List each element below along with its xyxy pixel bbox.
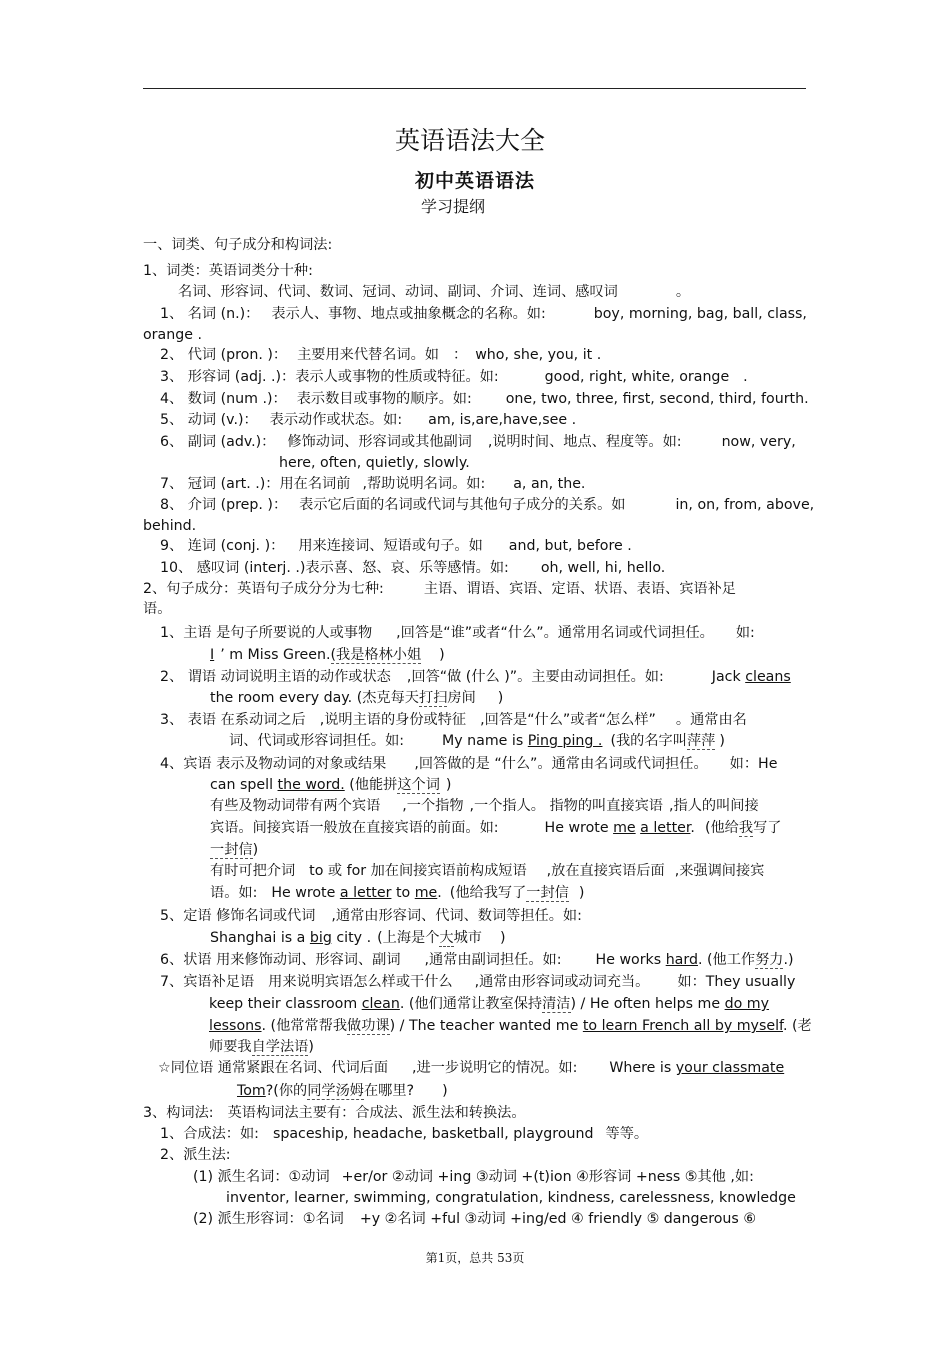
derived-nouns: (1) 派生名词：①动词 +er/or ②动词 +ing ③动词 +(t)ion ④形容词 +ness ⑤其他 ,如: bbox=[193, 1169, 754, 1185]
pos-preposition-cont: behind. bbox=[143, 518, 197, 534]
pos-conjunction: 9、 连词 (conj. )： 用来连接词、短语或句子。如 and, but, before . bbox=[160, 538, 632, 554]
element-object-note-cont: 宾语。间接宾语一般放在直接宾语的前面。如: He wrote me a letter. (他给我写了 bbox=[210, 820, 782, 836]
derived-nouns-examples: inventor, learner, swimming, congratulation, kindness, carelessness, knowledge bbox=[226, 1190, 796, 1206]
pos-preposition: 8、 介词 (prep. )： 表示它后面的名词或代词与其他句子成分的关系。如 in, on, from, above, bbox=[160, 497, 815, 513]
pos-interjection: 10、 感叹词 (interj. .)表示喜、怒、哀、乐等感情。如: oh, well, hi, hello. bbox=[160, 560, 666, 576]
element-object-example: can spell the word. (他能拼这个词 ) bbox=[210, 777, 452, 793]
pos-noun-cont: orange . bbox=[143, 327, 202, 343]
sentence-elements-heading-cont: 语。 bbox=[143, 601, 172, 617]
pos-adverb-cont: here, often, quietly, slowly. bbox=[279, 455, 470, 471]
element-object-note: 有些及物动词带有两个宾语 ,一个指物 ,一个指人。 指物的叫直接宾语 ,指人的叫间接 bbox=[210, 798, 759, 814]
element-object-complement-example-cont: lessons. (他常常帮我做功课) / The teacher wanted me to learn French all by myself. (老 bbox=[209, 1018, 812, 1034]
page-title: 英语语法大全 bbox=[394, 126, 545, 155]
element-attribute: 5、定语 修饰名词或代词 ,通常由形容词、代词、数词等担任。如: bbox=[160, 908, 582, 924]
pos-adverb: 6、 副词 (adv.)： 修饰动词、形容词或其他副词 ,说明时间、地点、程度等。如: now, very, bbox=[160, 434, 796, 450]
pos-noun: 1、 名词 (n.)： 表示人、事物、地点或抽象概念的名称。如: boy, morning, bag, ball, class, bbox=[160, 306, 807, 322]
word-formation-derivation: 2、派生法: bbox=[160, 1147, 231, 1163]
pos-adjective: 3、 形容词 (adj. .)：表示人或事物的性质或特征。如: good, right, white, orange . bbox=[160, 369, 748, 385]
element-object-note2: 有时可把介词 to 或 for 加在间接宾语前构成短语 ,放在直接宾语后面 ,来强调间接宾 bbox=[210, 863, 765, 879]
header-rule bbox=[143, 88, 806, 89]
pos-verb: 5、 动词 (v.)： 表示动作或状态。如: am, is,are,have,see . bbox=[160, 412, 577, 428]
word-class-heading: 1、词类：英语词类分十种: bbox=[143, 263, 313, 279]
element-subject-example: I ’ m Miss Green.(我是格林小姐 ) bbox=[210, 647, 445, 663]
element-object-example2: 语。如: He wrote a letter to me. (他给我写了一封信 ) bbox=[210, 885, 585, 901]
page-subtitle: 初中英语语法 bbox=[414, 170, 535, 192]
sentence-elements-heading: 2、句子成分：英语句子成分分为七种: 主语、谓语、宾语、定语、状语、表语、宾语补足 bbox=[143, 581, 736, 597]
element-attribute-example: Shanghai is a big city . (上海是个大城市 ) bbox=[210, 930, 506, 946]
element-predicate: 2、 谓语 动词说明主语的动作或状态 ,回答“做 (什么 )”。主要由动词担任。如: Jack cleans bbox=[160, 669, 791, 685]
element-appositive: ☆同位语 通常紧跟在名词、代词后面 ,进一步说明它的情况。如: Where is your classmate bbox=[158, 1060, 785, 1076]
element-object-note-end: 一封信) bbox=[210, 842, 259, 858]
element-object-complement: 7、宾语补足语 用来说明宾语怎么样或干什么 ,通常由形容词或动词充当。 如：They usually bbox=[160, 974, 796, 990]
word-formation-compound: 1、合成法：如: spaceship, headache, basketball, playground 等等。 bbox=[160, 1126, 649, 1142]
element-predicative: 3、 表语 在系动词之后 ,说明主语的身份或特征 ,回答是“什么”或者“怎么样” 。通常由名 bbox=[160, 712, 747, 728]
element-object-complement-example-end: 师要我自学法语) bbox=[209, 1039, 314, 1055]
section-heading: 一、词类、句子成分和构词法: bbox=[143, 237, 333, 253]
pos-pronoun: 2、 代词 (pron. )： 主要用来代替名词。如 ： who, she, you, it . bbox=[160, 347, 602, 363]
page-subtitle-secondary: 学习提纲 bbox=[420, 197, 485, 216]
element-subject: 1、主语 是句子所要说的人或事物 ,回答是“谁”或者“什么”。通常用名词或代词担任。 如: bbox=[160, 625, 755, 641]
element-adverbial: 6、状语 用来修饰动词、形容词、副词 ,通常由副词担任。如: He works hard. (他工作努力.) bbox=[160, 952, 794, 968]
element-object-complement-example: keep their classroom clean. (他们通常让教室保持清洁) / He often helps me do my bbox=[209, 996, 770, 1012]
word-formation-heading: 3、构词法: 英语构词法主要有：合成法、派生法和转换法。 bbox=[143, 1105, 526, 1121]
pos-numeral: 4、 数词 (num .)： 表示数目或事物的顺序。如: one, two, three, first, second, third, fourth. bbox=[160, 391, 809, 407]
element-predicate-example: the room every day. (杰克每天打扫房间 ) bbox=[210, 690, 504, 706]
element-appositive-example: Tom?(你的同学汤姆在哪里? ) bbox=[237, 1083, 448, 1099]
element-predicative-example: 词、代词或形容词担任。如: My name is Ping ping . (我的名字叫萍萍 ) bbox=[229, 733, 725, 749]
derived-adjectives: (2) 派生形容词：①名词 +y ②名词 +ful ③动词 +ing/ed ④ friendly ⑤ dangerous ⑥ bbox=[193, 1211, 757, 1227]
page-footer: 第1页，总共 53页 bbox=[425, 1251, 525, 1265]
element-object: 4、宾语 表示及物动词的对象或结果 ,回答做的是 “什么”。通常由名词或代词担任。 如：He bbox=[160, 756, 778, 772]
word-class-list: 名词、形容词、代词、数词、冠词、动词、副词、介词、连词、感叹词 。 bbox=[178, 284, 691, 300]
pos-article: 7、 冠词 (art. .)：用在名词前 ,帮助说明名词。如: a, an, the. bbox=[160, 476, 586, 492]
